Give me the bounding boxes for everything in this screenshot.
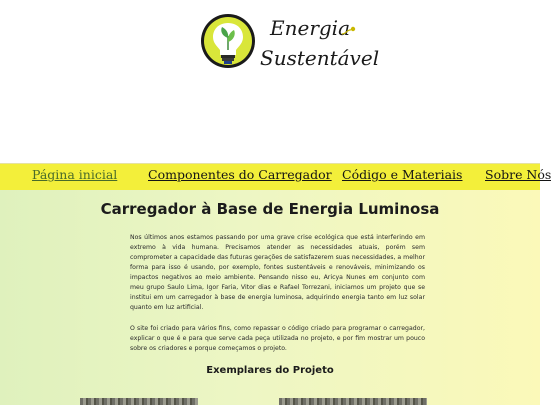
section-subtitle: Exemplares do Projeto — [206, 365, 334, 376]
purpose-paragraph: O site foi criado para vários fins, como repassar o código criado para programar o carregador, explicar o que é e para que serve cada peça utilizada no projeto, e por fim mostrar um pouco sobre os criadores e porque começamos o projeto. — [130, 325, 425, 352]
lightbulb-leaf-icon — [200, 12, 258, 72]
plug-icon — [342, 26, 356, 36]
project-image-1 — [80, 398, 198, 405]
nav-link-about[interactable]: Sobre Nós — [485, 167, 551, 182]
nav-link-code-materials[interactable]: Código e Materiais — [342, 167, 463, 182]
main-nav — [0, 163, 551, 191]
intro-paragraph: Nos últimos anos estamos passando por uma grave crise ecológica que está interferindo em extremo à vida humana. Precisamos atender as necessidades atuais, porém sem comprometer a capacidade das futuras gerações de satisfazerem suas necessidades, a melhor forma para isso é usando, por exemplo, fontes sustentáveis e renováveis, minimizando os impactos negativos ao meio ambiente. Pensando nisso eu, Aricya Nunes em conjunto com meu grupo Saulo Lima, Igor Faria, Vitor dias e Rafael Torrezani, iniciamos um projeto que se institui em um carregador à base de energia luminosa, adquirindo energia tanto em luz solar quanto em luz artificial. — [130, 234, 425, 311]
logo-text-line2: Sustentável — [260, 46, 380, 70]
logo-text-line1: Energia — [270, 16, 350, 40]
main-content — [0, 190, 540, 405]
page-title: Carregador à Base de Energia Luminosa — [100, 200, 440, 218]
project-image-2 — [279, 398, 427, 405]
site-logo[interactable] — [200, 12, 380, 74]
nav-link-home[interactable]: Página inicial — [32, 167, 118, 182]
site-header — [0, 0, 540, 163]
nav-link-components[interactable]: Componentes do Carregador — [148, 167, 332, 182]
